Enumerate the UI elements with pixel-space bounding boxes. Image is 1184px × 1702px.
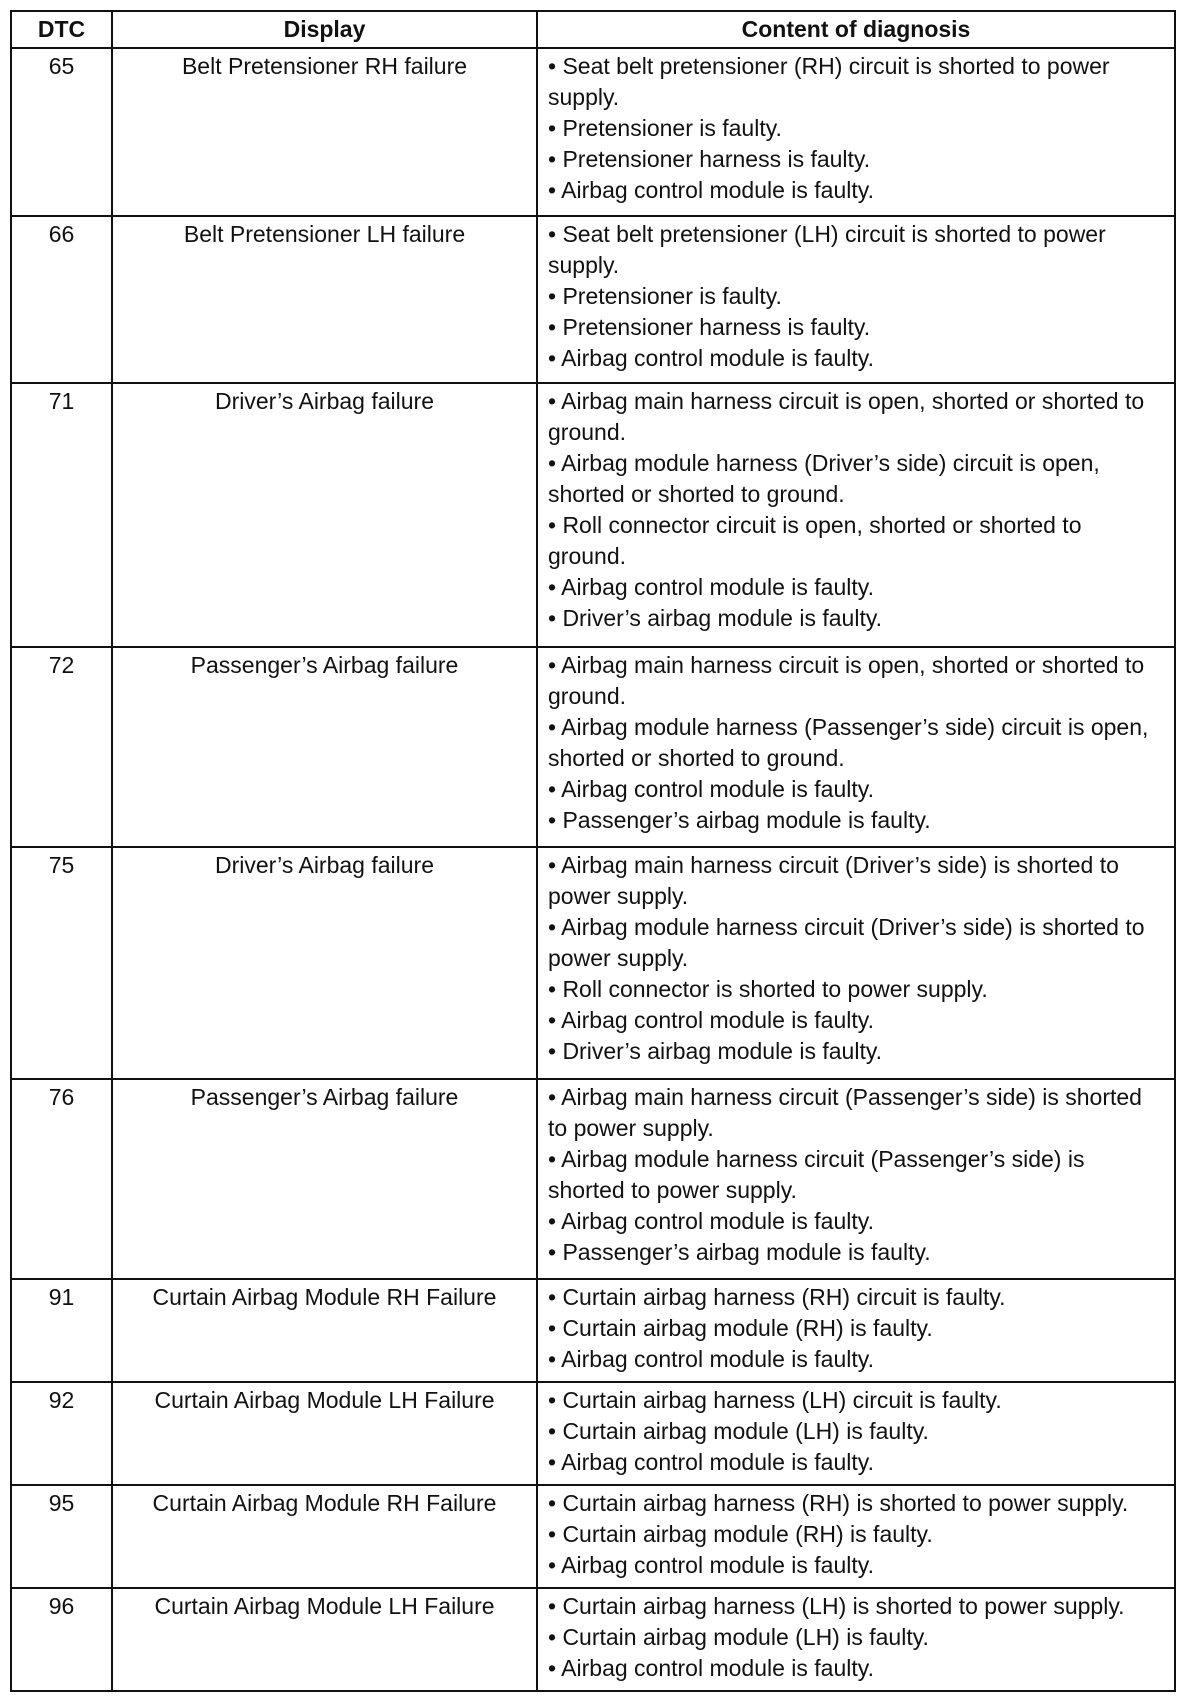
diagnosis-item: • Airbag module harness circuit (Passenger’s side) is shorted to power supply. xyxy=(548,1146,1085,1204)
diagnosis-item: • Curtain airbag harness (LH) is shorted to power supply. xyxy=(548,1592,1125,1619)
dtc-display: Curtain Airbag Module RH Failure xyxy=(112,1279,537,1382)
dtc-display: Curtain Airbag Module LH Failure xyxy=(112,1382,537,1485)
diagnosis-item: • Airbag module harness circuit (Driver’s side) is shorted to power supply. xyxy=(548,914,1145,972)
dtc-content xyxy=(537,1382,1175,1485)
diagnosis-item: • Curtain airbag harness (LH) circuit is faulty. xyxy=(548,1386,1002,1413)
diagnosis-item: • Curtain airbag module (RH) is faulty. xyxy=(548,1520,933,1547)
dtc-code: 92 xyxy=(11,1382,112,1485)
dtc-table xyxy=(10,10,1176,1692)
diagnosis-item: • Airbag main harness circuit is open, shorted or shorted to ground. xyxy=(548,388,1145,446)
dtc-code: 96 xyxy=(11,1588,112,1691)
table-row xyxy=(11,1588,1175,1691)
table-row xyxy=(11,383,1175,647)
diagnosis-item: • Roll connector is shorted to power supply. xyxy=(548,976,988,1003)
diagnosis-item: • Roll connector circuit is open, shorted or shorted to ground. xyxy=(548,512,1082,570)
table-row xyxy=(11,48,1175,216)
header-display: Display xyxy=(112,11,537,48)
dtc-content xyxy=(537,1279,1175,1382)
table-row xyxy=(11,216,1175,384)
header-dtc: DTC xyxy=(11,11,112,48)
dtc-content xyxy=(537,847,1175,1079)
diagnosis-item: • Airbag control module is faulty. xyxy=(548,1007,874,1034)
dtc-display: Passenger’s Airbag failure xyxy=(112,647,537,847)
dtc-code: 72 xyxy=(11,647,112,847)
dtc-content xyxy=(537,48,1175,216)
table-row xyxy=(11,647,1175,847)
diagnosis-item: • Curtain airbag module (RH) is faulty. xyxy=(548,1314,933,1341)
diagnosis-item: • Pretensioner is faulty. xyxy=(548,115,782,141)
table-row xyxy=(11,1279,1175,1382)
diagnosis-item: • Driver’s airbag module is faulty. xyxy=(548,605,883,632)
table-row xyxy=(11,847,1175,1079)
diagnosis-item: • Airbag main harness circuit (Passenger’s side) is shorted to power supply. xyxy=(548,1084,1142,1142)
dtc-code: 76 xyxy=(11,1079,112,1279)
dtc-display: Driver’s Airbag failure xyxy=(112,383,537,647)
dtc-display: Belt Pretensioner LH failure xyxy=(112,216,537,384)
dtc-code: 71 xyxy=(11,383,112,647)
dtc-content xyxy=(537,1079,1175,1279)
diagnosis-item: • Seat belt pretensioner (LH) circuit is shorted to power supply. xyxy=(548,220,1106,278)
diagnosis-item: • Passenger’s airbag module is faulty. xyxy=(548,807,931,834)
table-body xyxy=(11,48,1175,1691)
diagnosis-item: • Airbag control module is faulty. xyxy=(548,574,874,601)
dtc-content xyxy=(537,383,1175,647)
diagnosis-item: • Airbag module harness (Passenger’s side) circuit is open, shorted or shorted to ground. xyxy=(548,714,1149,772)
dtc-display: Driver’s Airbag failure xyxy=(112,847,537,1079)
diagnosis-item: • Airbag control module is faulty. xyxy=(548,776,874,803)
dtc-code: 66 xyxy=(11,216,112,384)
diagnosis-item: • Pretensioner harness is faulty. xyxy=(548,313,871,340)
diagnosis-item: • Seat belt pretensioner (RH) circuit is shorted to power supply. xyxy=(548,53,1110,110)
dtc-content xyxy=(537,216,1175,384)
dtc-display: Passenger’s Airbag failure xyxy=(112,1079,537,1279)
dtc-display: Curtain Airbag Module LH Failure xyxy=(112,1588,537,1691)
dtc-code: 65 xyxy=(11,48,112,216)
dtc-content xyxy=(537,1485,1175,1588)
diagnosis-item: • Pretensioner harness is faulty. xyxy=(548,146,871,172)
diagnosis-item: • Passenger’s airbag module is faulty. xyxy=(548,1239,931,1266)
diagnosis-item: • Curtain airbag module (LH) is faulty. xyxy=(548,1623,929,1650)
diagnosis-item: • Airbag main harness circuit is open, shorted or shorted to ground. xyxy=(548,652,1145,710)
dtc-code: 91 xyxy=(11,1279,112,1382)
table-row xyxy=(11,1382,1175,1485)
diagnosis-item: • Airbag main harness circuit (Driver’s side) is shorted to power supply. xyxy=(548,852,1119,910)
diagnosis-item: • Curtain airbag harness (RH) is shorted to power supply. xyxy=(548,1489,1129,1516)
diagnosis-item: • Curtain airbag harness (RH) circuit is faulty. xyxy=(548,1283,1006,1310)
dtc-content xyxy=(537,647,1175,847)
table-row xyxy=(11,1485,1175,1588)
diagnosis-item: • Airbag module harness (Driver’s side) circuit is open, shorted or shorted to ground. xyxy=(548,450,1100,508)
diagnosis-item: • Airbag control module is faulty. xyxy=(548,1208,874,1235)
diagnosis-item: • Driver’s airbag module is faulty. xyxy=(548,1038,883,1065)
diagnosis-item: • Airbag control module is faulty. xyxy=(548,344,874,371)
diagnosis-item: • Airbag control module is faulty. xyxy=(548,1448,874,1475)
table-header-row xyxy=(11,11,1175,48)
diagnosis-item: • Curtain airbag module (LH) is faulty. xyxy=(548,1417,929,1444)
diagnosis-item: • Airbag control module is faulty. xyxy=(548,177,874,203)
dtc-code: 95 xyxy=(11,1485,112,1588)
dtc-code: 75 xyxy=(11,847,112,1079)
dtc-display: Belt Pretensioner RH failure xyxy=(112,48,537,216)
dtc-display: Curtain Airbag Module RH Failure xyxy=(112,1485,537,1588)
header-content: Content of diagnosis xyxy=(537,11,1175,48)
diagnosis-item: • Airbag control module is faulty. xyxy=(548,1345,874,1372)
dtc-content xyxy=(537,1588,1175,1691)
diagnosis-item: • Pretensioner is faulty. xyxy=(548,282,782,309)
table-row xyxy=(11,1079,1175,1279)
diagnosis-item: • Airbag control module is faulty. xyxy=(548,1551,874,1578)
diagnosis-item: • Airbag control module is faulty. xyxy=(548,1654,874,1681)
